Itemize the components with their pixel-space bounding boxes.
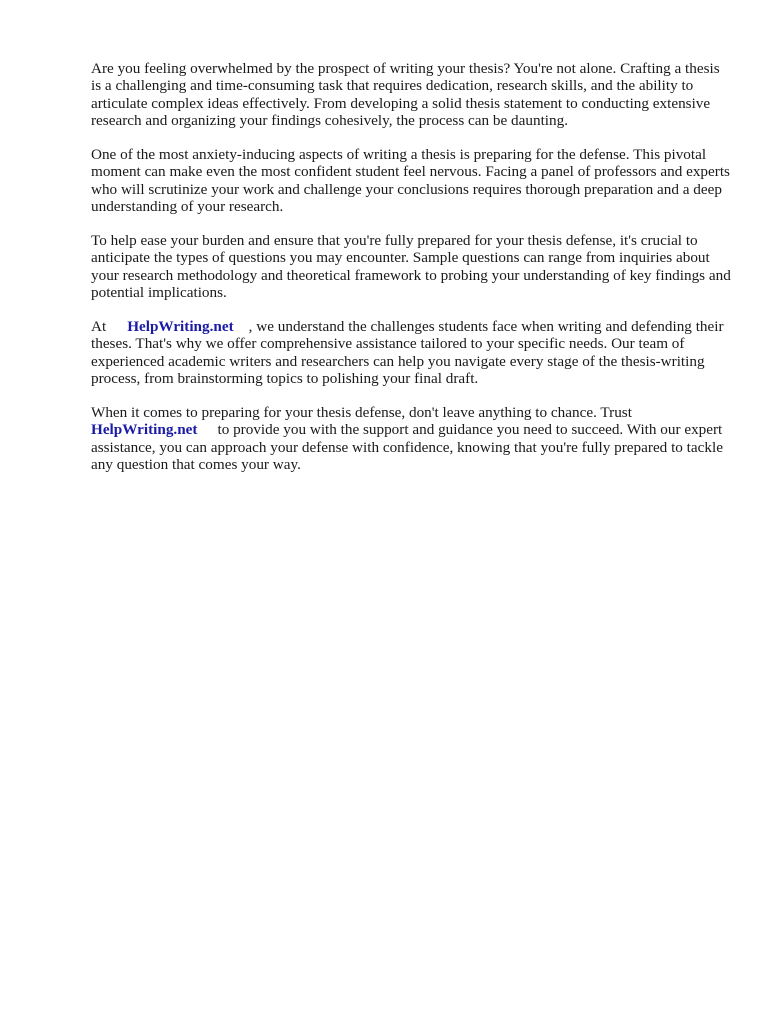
paragraph-sample-questions: To help ease your burden and ensure that you're fully prepared for your thesis defense, it's crucial to anticipate the types of questions you may encounter. Sample questions can range from inquiries about your research methodology and theoretical framework to probing your understanding of key findings and potential implications. <box>91 232 731 302</box>
document-body <box>91 60 731 490</box>
paragraph-call-to-action-lead: When it comes to preparing for your thesis defense, don't leave anything to chance. Trust <box>91 404 632 422</box>
paragraph-call-to-action <box>91 404 731 474</box>
paragraph-service-intro-rest: , we understand the challenges students face when writing and defending their theses. That's why we offer comprehensive assistance tailored to your specific needs. Our team of experienced academic writers and researchers can help you navigate every stage of the thesis-writing process, from brainstorming topics to polishing your final draft. <box>91 318 724 388</box>
paragraph-defense-anxiety: One of the most anxiety-inducing aspects of writing a thesis is preparing for the defense. This pivotal moment can make even the most confident student feel nervous. Facing a panel of professors and experts who will scrutinize your work and challenge your conclusions requires thorough preparation and a deep understanding of your research. <box>91 146 730 216</box>
paragraph-call-to-action-rest: to provide you with the support and guidance you need to succeed. With our expert assistance, you can approach your defense with confidence, knowing that you're fully prepared to tackle any question that comes your way. <box>91 421 723 474</box>
helpwriting-link[interactable]: HelpWriting.net <box>127 318 234 336</box>
helpwriting-link-trust[interactable]: HelpWriting.net <box>91 421 198 439</box>
paragraph-service-intro-lead: At <box>91 318 107 336</box>
paragraph-intro: Are you feeling overwhelmed by the prospect of writing your thesis? You're not alone. Crafting a thesis is a challenging and time-consuming task that requires dedication, research skills, and the ability to articulate complex ideas effectively. From developing a solid thesis statement to conducting extensive research and organizing your findings cohesively, the process can be daunting. <box>91 60 720 130</box>
paragraph-service-intro <box>91 318 731 388</box>
